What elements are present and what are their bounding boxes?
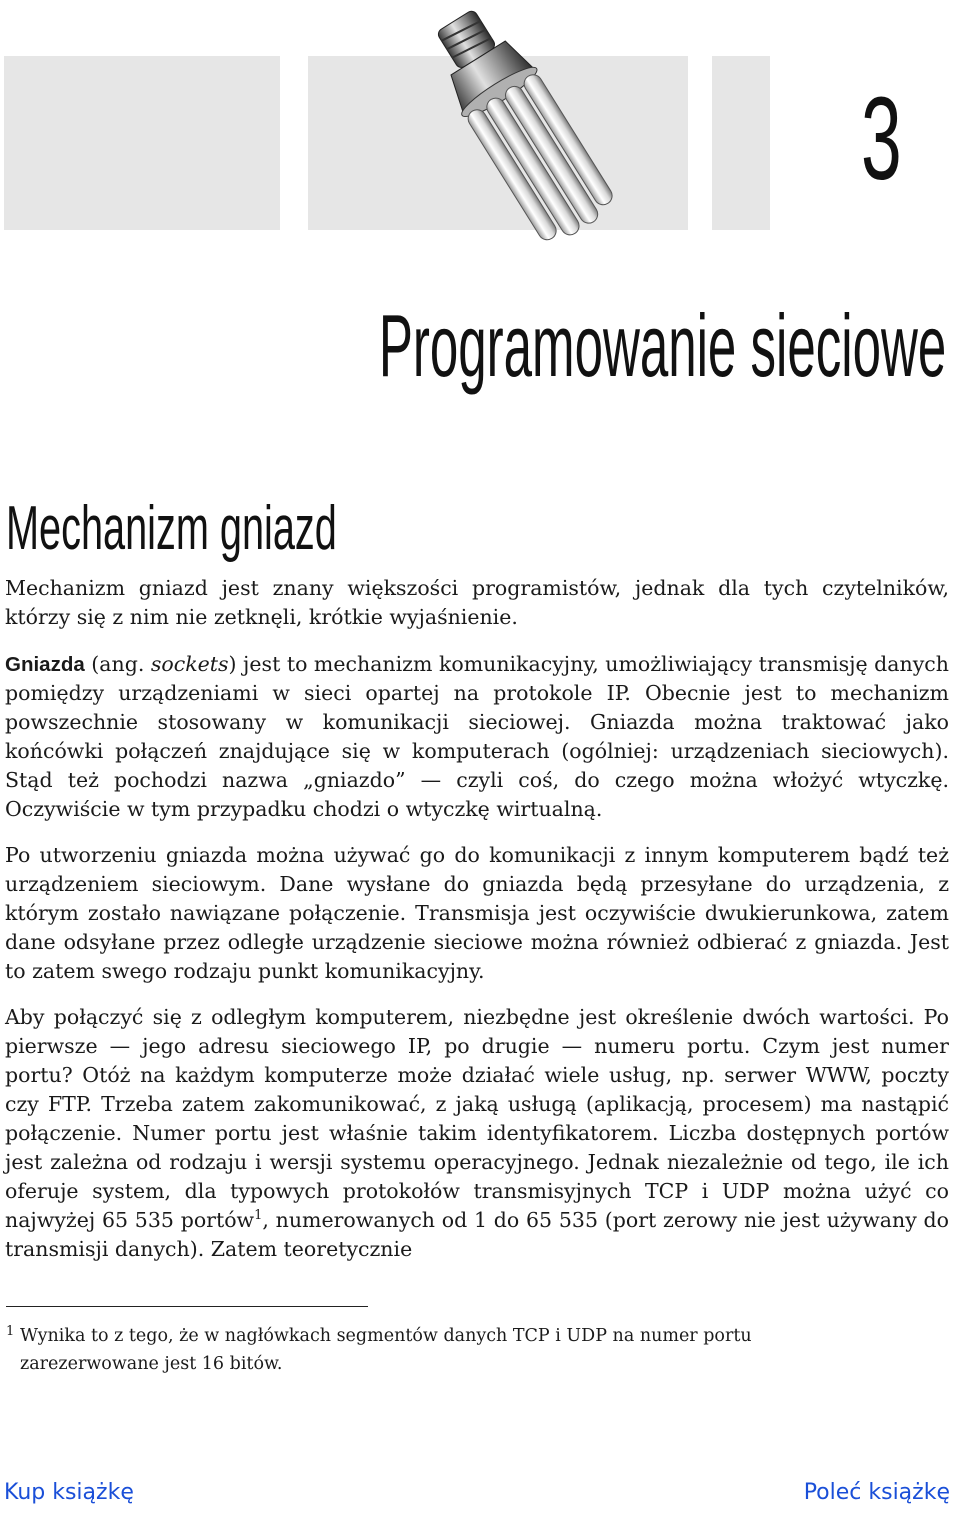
footnote-ref[interactable]: 1 (254, 1208, 263, 1224)
paragraph-text: , numerowanych od 1 do 65 535 (port zerowy nie jest używany do transmisji danych). Zatem teoretycznie (5, 1208, 949, 1261)
footnote-divider (6, 1306, 368, 1307)
paragraph (5, 1003, 949, 1264)
section-title: Mechanizm gniazd (6, 494, 337, 563)
buy-book-link[interactable]: Kup książkę (4, 1480, 134, 1505)
paragraph: Mechanizm gniazd jest znany większości programistów, jednak dla tych czytelników, którzy się z nim nie zetknęli, krótkie wyjaśnienie. (5, 576, 949, 629)
paragraph-text: ) jest to mechanizm komunikacyjny, umożliwiający transmisję danych pomiędzy urządzeniami w sieci opartej na protokole IP. Obecnie jest to mechanizm powszechnie stosowany w komunikacji sieciowej. Gniazda można traktować jako końcówki połączeń znajdujące się w komputerach (ogólniej: urządzeniach sieciowych). Stąd też pochodzi nazwa „gniazdo” — czyli coś, do czego można włożyć wtyczkę. Oczywiście w tym przypadku chodzi o wtyczkę wirtualną. (5, 652, 949, 821)
term-sockets: sockets (150, 652, 229, 676)
term-gniazda: Gniazda (5, 653, 85, 676)
header-band-divider (688, 56, 712, 230)
lightbulb-icon (380, 0, 660, 250)
chapter-number: 3 (861, 73, 902, 205)
paragraph-text: Aby połączyć się z odległym komputerem, niezbędne jest określenie dwóch wartości. Po pierwsze — jego adresu sieciowego IP, po drugie — numeru portu. Czym jest numer portu? Otóż na każdym komputerze może działać wiele usług, np. serwer WWW, poczty czy FTP. Trzeba zatem zakomunikować, z jaką usługą (aplikacją, procesem) ma nastąpić połączenie. Numer portu jest właśnie takim identyfikatorem. Liczba dostępnych portów jest zależna od rodzaju i wersji systemu operacyjnego. Jednak niezależnie od tego, ile ich oferuje system, dla typowych protokołów transmisyjnych TCP i UDP można użyć co najwyżej 65 535 portów (5, 1005, 949, 1232)
paragraph (5, 650, 949, 824)
chapter-title: Programowanie sieciowe (378, 296, 946, 395)
recommend-book-link[interactable]: Poleć książkę (803, 1480, 950, 1505)
footnote (6, 1322, 846, 1378)
paragraph: Po utworzeniu gniazda można używać go do komunikacji z innym komputerem bądź też urządzeniem sieciowym. Dane wysłane do gniazda będą przesyłane do urządzenia, z którym zostało nawiązane połączenie. Transmisja jest oczywiście dwukierunkowa, zatem dane odsyłane przez odległe urządzenie sieciowe można również odbierać z gniazda. Jest to zatem swego rodzaju punkt komunikacyjny. (5, 843, 949, 983)
footnote-text: Wynika to z tego, że w nagłówkach segmentów danych TCP i UDP na numer portu zarezerwowane jest 16 bitów. (20, 1326, 752, 1374)
body-text (5, 574, 949, 1281)
footnote-number: 1 (6, 1324, 15, 1339)
header-band-divider (280, 56, 308, 230)
paragraph-text: (ang. (84, 652, 151, 676)
